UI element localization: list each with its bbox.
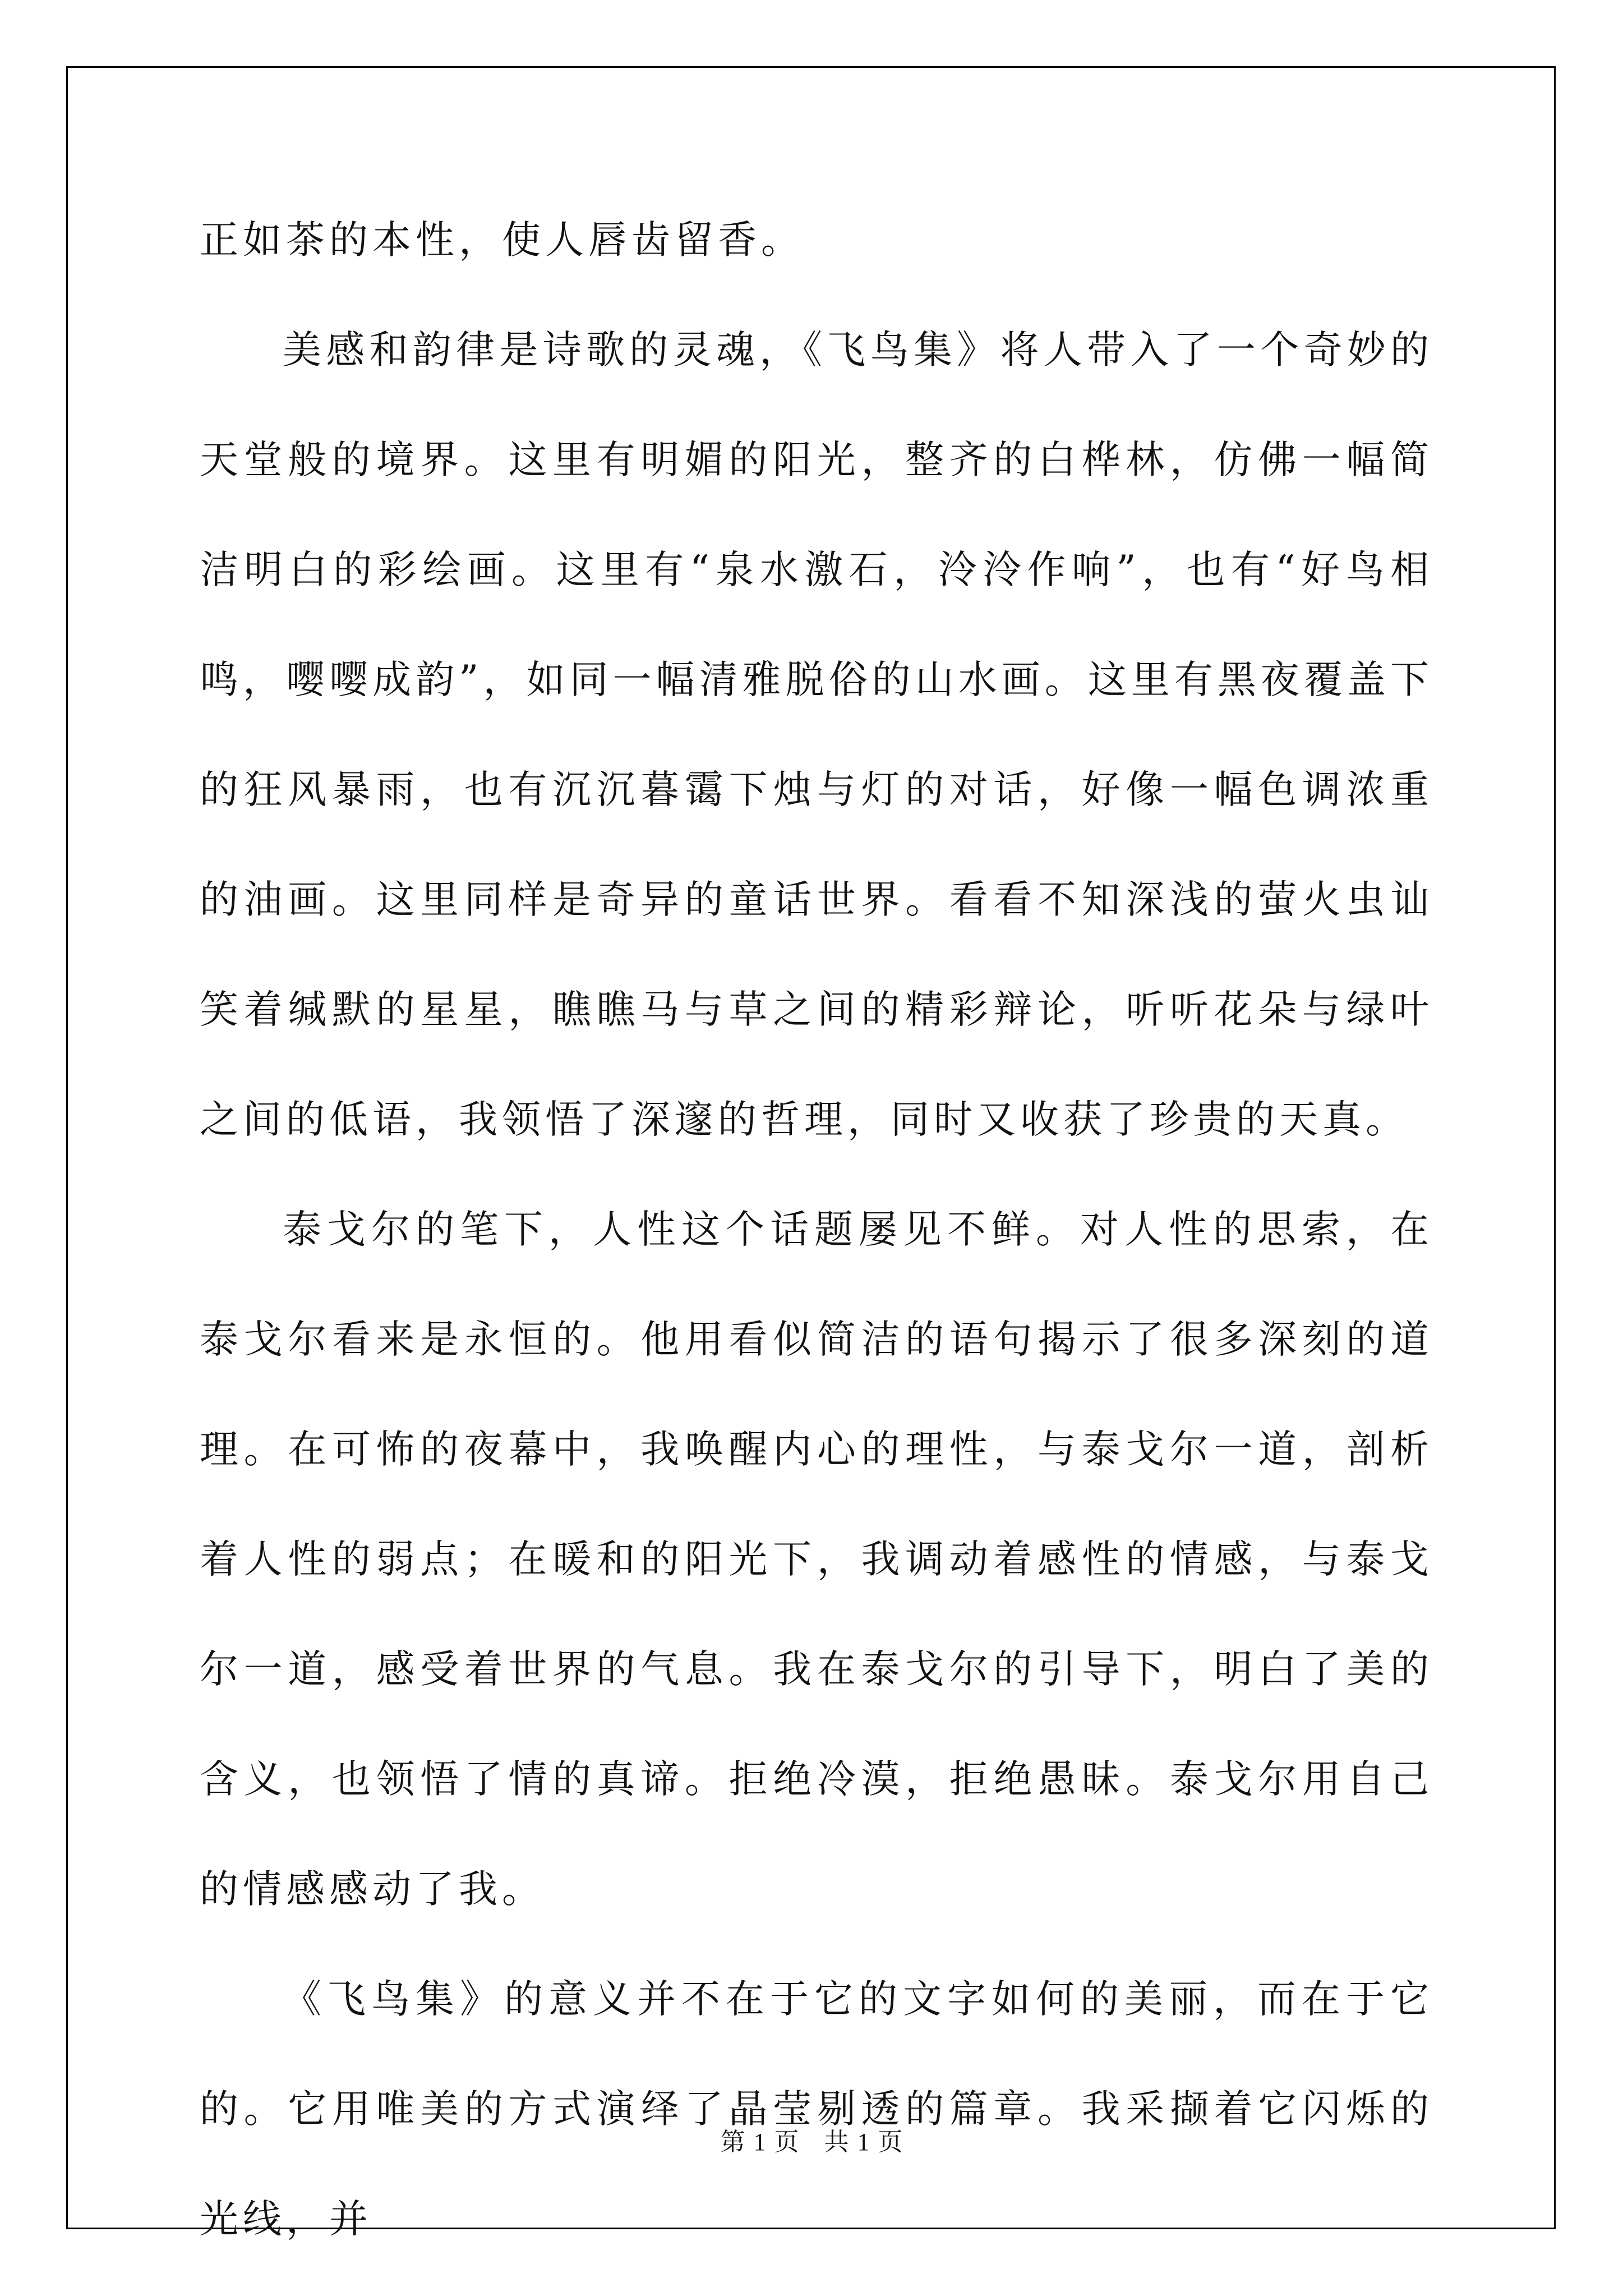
- paragraph-continuation: 正如茶的本性，使人唇齿留香。: [200, 218, 804, 263]
- paragraph-humanity: 泰戈尔的笔下，人性这个话题屡见不鲜。对人性的思索，在泰戈尔看来是永恒的。他用看似简洁的语句揭示了很多深刻的道理。在可怖的夜幕中，我唤醒内心的理性，与泰戈尔一道，剖析着人性的弱点；在暖和的阳光下，我调动着感性的情感，与泰戈尔一道，感受着世界的气息。我在泰戈尔的引导下，明白了美的含义，也领悟了情的真谛。拒绝冷漠，拒绝愚昧。泰戈尔用自己的情感感动了我。: [200, 1207, 1433, 1912]
- document-body: [200, 185, 1433, 2274]
- page-total: 共 1 页: [824, 2128, 903, 2156]
- page-number: 第 1 页: [720, 2128, 799, 2156]
- paragraph-beauty-rhythm: 美感和韵律是诗歌的灵魂，《飞鸟集》将人带入了一个奇妙的天堂般的境界。这里有明媚的阳光，整齐的白桦林，仿佛一幅简洁明白的彩绘画。这里有“泉水激石，泠泠作响”，也有“好鸟相鸣，嘤嘤成韵”，如同一幅清雅脱俗的山水画。这里有黑夜覆盖下的狂风暴雨，也有沉沉暮霭下烛与灯的对话，好像一幅色调浓重的油画。这里同样是奇异的童话世界。看看不知深浅的萤火虫讪笑着缄默的星星，瞧瞧马与草之间的精彩辩论，听听花朵与绿叶之间的低语，我领悟了深邃的哲理，同时又收获了珍贵的天真。: [200, 328, 1433, 1142]
- page-footer: [0, 2122, 1623, 2157]
- paragraph-meaning: 《飞鸟集》的意义并不在于它的文字如何的美丽，而在于它的。它用唯美的方式演绎了晶莹剔透的篇章。我采撷着它闪烁的光线，并: [200, 1977, 1433, 2242]
